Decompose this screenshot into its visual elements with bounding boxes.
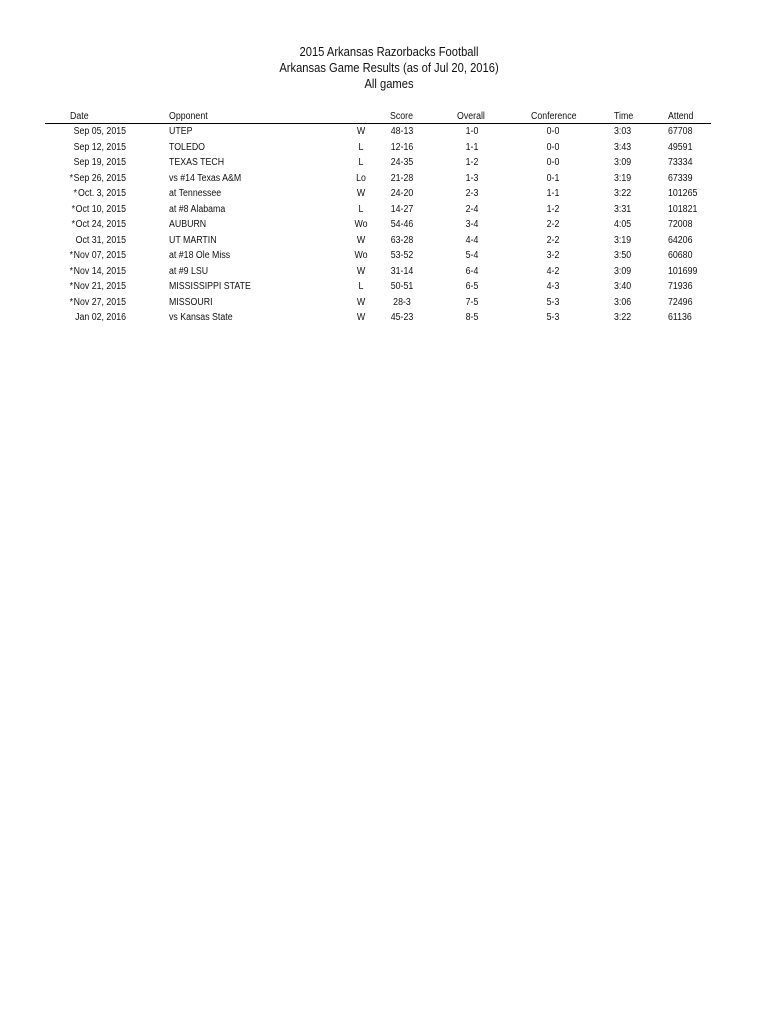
game-opponent: vs Kansas State xyxy=(169,312,233,323)
game-conference-record: 1-1 xyxy=(546,188,560,199)
conference-game-marker: * xyxy=(69,281,73,292)
game-time: 3:19 xyxy=(614,234,632,246)
game-score: 31-14 xyxy=(390,265,414,277)
game-attendance: 101699 xyxy=(668,265,698,277)
game-conference-record: 4-3 xyxy=(546,281,560,292)
game-time: 3:31 xyxy=(614,203,632,215)
game-attendance: 64206 xyxy=(668,234,693,246)
game-opponent: MISSOURI xyxy=(169,296,213,308)
game-result: W xyxy=(356,126,366,137)
game-time: 3:50 xyxy=(614,250,632,261)
game-conference-record: 0-0 xyxy=(546,126,560,137)
game-date: Oct 24, 2015 xyxy=(75,219,126,230)
conference-game-marker: * xyxy=(69,296,73,308)
game-opponent: at #9 LSU xyxy=(169,265,209,277)
game-time: 3:06 xyxy=(614,296,632,308)
game-attendance: 73334 xyxy=(668,157,693,168)
game-date: Sep 12, 2015 xyxy=(73,141,126,153)
game-score: 54-46 xyxy=(390,219,414,230)
game-overall-record: 6-4 xyxy=(465,265,479,277)
game-time: 3:43 xyxy=(614,141,632,153)
game-attendance: 67708 xyxy=(668,126,693,137)
game-row xyxy=(0,140,768,155)
game-time: 3:40 xyxy=(614,281,632,292)
game-opponent: TEXAS TECH xyxy=(169,157,225,168)
game-opponent: at #8 Alabama xyxy=(169,203,226,215)
game-result: Lo xyxy=(356,172,366,184)
game-conference-record: 2-2 xyxy=(546,234,560,246)
report-scope: All games xyxy=(364,76,414,91)
game-row xyxy=(0,295,768,310)
game-score: 28-3 xyxy=(393,296,411,308)
game-attendance: 61136 xyxy=(668,312,692,323)
game-result: L xyxy=(358,203,364,215)
conference-game-marker: * xyxy=(71,203,75,215)
game-date: Oct 31, 2015 xyxy=(75,234,126,246)
game-score: 12-16 xyxy=(390,141,414,153)
game-time: 4:05 xyxy=(614,219,632,230)
game-score: 24-35 xyxy=(390,157,414,168)
game-conference-record: 0-0 xyxy=(546,141,560,153)
game-attendance: 72008 xyxy=(668,219,693,230)
game-overall-record: 3-4 xyxy=(465,219,479,230)
game-attendance: 72496 xyxy=(668,296,693,308)
game-result: Wo xyxy=(354,250,368,261)
game-attendance: 101265 xyxy=(668,188,698,199)
conference-game-marker: * xyxy=(69,172,73,184)
game-overall-record: 1-2 xyxy=(465,157,479,168)
game-date: Nov 14, 2015 xyxy=(73,265,126,277)
game-attendance: 49591 xyxy=(668,141,693,153)
game-overall-record: 7-5 xyxy=(465,296,479,308)
game-score: 53-52 xyxy=(390,250,414,261)
game-date: Sep 19, 2015 xyxy=(73,157,126,168)
game-row xyxy=(0,186,768,201)
game-result: W xyxy=(356,188,366,199)
game-row xyxy=(0,171,768,186)
game-attendance: 60680 xyxy=(668,250,693,261)
game-overall-record: 1-0 xyxy=(465,126,479,137)
game-overall-record: 4-4 xyxy=(465,234,479,246)
conference-game-marker: * xyxy=(69,265,73,277)
game-time: 3:22 xyxy=(614,312,632,323)
game-opponent: vs #14 Texas A&M xyxy=(169,172,242,184)
column-header-date: Date xyxy=(70,111,89,122)
game-conference-record: 0-0 xyxy=(546,157,560,168)
game-attendance: 67339 xyxy=(668,172,693,184)
game-opponent: UTEP xyxy=(169,126,193,137)
report-header xyxy=(54,44,723,92)
game-opponent: AUBURN xyxy=(169,219,207,230)
game-attendance: 71936 xyxy=(668,281,693,292)
game-overall-record: 8-5 xyxy=(465,312,479,323)
game-date: Sep 26, 2015 xyxy=(73,172,126,184)
conference-game-marker: * xyxy=(71,219,75,230)
game-conference-record: 1-2 xyxy=(546,203,560,215)
game-result: L xyxy=(358,141,364,153)
game-overall-record: 2-4 xyxy=(465,203,479,215)
game-score: 45-23 xyxy=(390,312,414,323)
game-score: 14-27 xyxy=(390,203,414,215)
game-row xyxy=(0,124,768,139)
report-subtitle: Arkansas Game Results (as of Jul 20, 2016) xyxy=(279,60,499,75)
game-opponent: MISSISSIPPI STATE xyxy=(169,281,251,292)
game-conference-record: 5-3 xyxy=(546,296,560,308)
game-conference-record: 4-2 xyxy=(546,265,560,277)
game-attendance: 101821 xyxy=(668,203,698,215)
column-header-opponent: Opponent xyxy=(169,111,208,122)
game-opponent: at #18 Ole Miss xyxy=(169,250,231,261)
game-result: W xyxy=(356,265,366,277)
conference-game-marker: * xyxy=(69,250,73,261)
game-row xyxy=(0,202,768,217)
game-score: 50-51 xyxy=(390,281,414,292)
game-result: L xyxy=(358,157,364,168)
game-row xyxy=(0,155,768,170)
report-title: 2015 Arkansas Razorbacks Football xyxy=(299,44,479,59)
game-row xyxy=(0,264,768,279)
game-time: 3:09 xyxy=(614,265,632,277)
game-score: 24-20 xyxy=(390,188,414,199)
game-row xyxy=(0,217,768,232)
game-overall-record: 6-5 xyxy=(465,281,479,292)
game-date: Oct 10, 2015 xyxy=(75,203,126,215)
game-date: Sep 05, 2015 xyxy=(73,126,126,137)
game-result: Wo xyxy=(354,219,368,230)
column-header-attend: Attend xyxy=(668,111,694,122)
game-opponent: UT MARTIN xyxy=(169,234,217,246)
game-time: 3:09 xyxy=(614,157,632,168)
game-date: Nov 21, 2015 xyxy=(73,281,126,292)
game-score: 48-13 xyxy=(390,126,414,137)
game-result: W xyxy=(356,312,366,323)
game-time: 3:19 xyxy=(614,172,632,184)
game-score: 63-28 xyxy=(390,234,414,246)
game-opponent: at Tennessee xyxy=(169,188,222,199)
game-row xyxy=(0,310,768,325)
game-overall-record: 1-3 xyxy=(465,172,479,184)
column-header-overall: Overall xyxy=(457,111,485,122)
game-overall-record: 5-4 xyxy=(465,250,479,261)
game-conference-record: 5-3 xyxy=(546,312,560,323)
game-result: W xyxy=(356,296,366,308)
game-date: Nov 07, 2015 xyxy=(73,250,126,261)
game-conference-record: 0-1 xyxy=(546,172,560,184)
game-overall-record: 2-3 xyxy=(465,188,479,199)
column-header-time: Time xyxy=(614,111,634,122)
game-opponent: TOLEDO xyxy=(169,141,206,153)
conference-game-marker: * xyxy=(73,188,78,199)
game-date: Jan 02, 2016 xyxy=(75,312,126,323)
game-conference-record: 3-2 xyxy=(546,250,560,261)
game-score: 21-28 xyxy=(390,172,414,184)
column-header-conference: Conference xyxy=(531,111,577,122)
game-conference-record: 2-2 xyxy=(546,219,560,230)
game-overall-record: 1-1 xyxy=(465,141,479,153)
game-row xyxy=(0,279,768,294)
game-row xyxy=(0,233,768,248)
game-date: Oct. 3, 2015 xyxy=(78,188,126,199)
game-date: Nov 27, 2015 xyxy=(73,296,126,308)
game-result: L xyxy=(358,281,364,292)
game-time: 3:03 xyxy=(614,126,632,137)
game-time: 3:22 xyxy=(614,188,632,199)
game-row xyxy=(0,248,768,263)
game-result: W xyxy=(356,234,366,246)
column-header-score: Score xyxy=(390,111,413,122)
